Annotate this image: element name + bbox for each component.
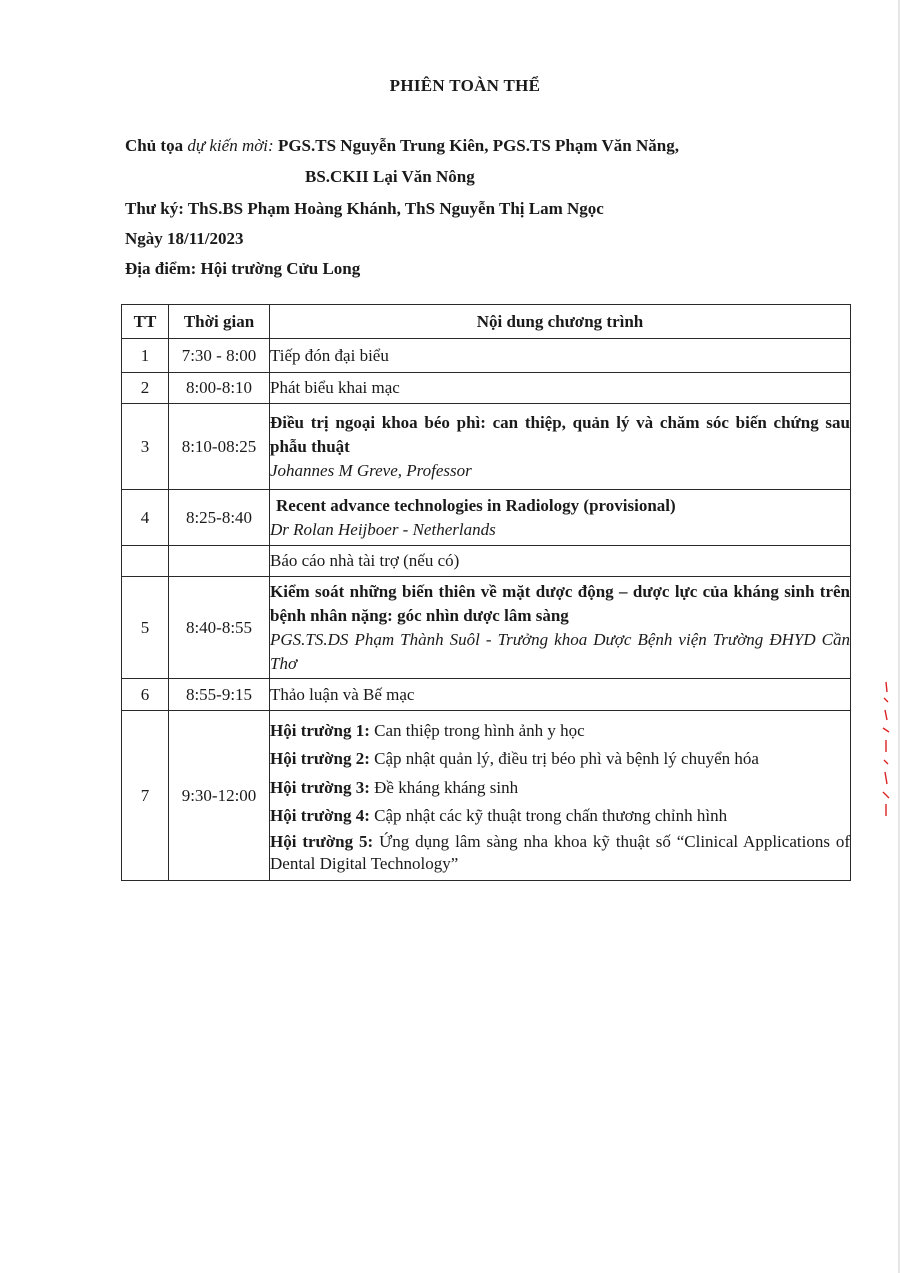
talk-speaker: Johannes M Greve, Professor: [270, 460, 472, 480]
chair-names-line1: PGS.TS Nguyễn Trung Kiên, PGS.TS Phạm Văn Năng,: [277, 136, 679, 155]
hall-item: [270, 802, 850, 831]
hall-label: Hội trường 3:: [270, 777, 370, 797]
row-number: 4: [122, 490, 169, 546]
table-row: [122, 679, 851, 711]
hall-label: Hội trường 4:: [270, 806, 370, 825]
row-number: 2: [122, 373, 169, 404]
row-time: 8:55-9:15: [169, 679, 270, 711]
talk-speaker: PGS.TS.DS Phạm Thành Suôl - Trưởng khoa Dược Bệnh viện Trường ĐHYD Cần Thơ: [270, 629, 850, 673]
row-time: 8:10-08:25: [169, 404, 270, 490]
row-content: Báo cáo nhà tài trợ (nếu có): [270, 546, 851, 577]
hall-item: [270, 745, 850, 774]
talk-topic: Điều trị ngoại khoa béo phì: can thiệp, quản lý và chăm sóc biến chứng sau phẫu thuật: [270, 412, 850, 456]
hall-item: [270, 717, 850, 746]
table-header-row: [122, 305, 851, 339]
row-content: [270, 404, 851, 490]
chair-label: Chủ tọa: [125, 136, 184, 155]
row-time: 9:30-12:00: [169, 711, 270, 881]
row-number: 3: [122, 404, 169, 490]
header-tt: TT: [122, 305, 169, 339]
date-line: Ngày 18/11/2023: [125, 229, 244, 248]
secretary-line: [125, 199, 604, 219]
hall-text: Ứng dụng lâm sàng nha khoa kỹ thuật số “Clinical Applications of Dental Digital Technology”: [270, 831, 850, 873]
table-row: [122, 339, 851, 373]
header-time: Thời gian: [169, 305, 270, 339]
header-content: Nội dung chương trình: [270, 305, 851, 339]
row-time: 7:30 - 8:00: [169, 339, 270, 373]
table-row: [122, 711, 851, 881]
talk-topic: Recent advance technologies in Radiology (provisional): [276, 495, 676, 515]
row-number: 7: [122, 711, 169, 881]
row-time: 8:40-8:55: [169, 577, 270, 679]
row-content: Tiếp đón đại biểu: [270, 339, 851, 373]
row-number: 5: [122, 577, 169, 679]
hall-label: Hội trường 5:: [270, 831, 374, 851]
hall-text: Cập nhật các kỹ thuật trong chấn thương chỉnh hình: [374, 806, 728, 825]
talk-speaker: Dr Rolan Heijboer - Netherlands: [270, 519, 496, 539]
hall-text: Can thiệp trong hình ảnh y học: [374, 720, 585, 740]
hall-label: Hội trường 1:: [270, 720, 370, 740]
secretary-label: Thư ký:: [125, 199, 184, 218]
row-time: 8:00-8:10: [169, 373, 270, 404]
row-content: Phát biểu khai mạc: [270, 373, 851, 404]
hall-label: Hội trường 2:: [270, 749, 370, 768]
row-time: 8:25-8:40: [169, 490, 270, 546]
row-content: [270, 490, 851, 546]
schedule-table: [121, 304, 851, 881]
row-number: [122, 546, 169, 577]
handwritten-mark: [878, 680, 894, 820]
page-title: PHIÊN TOÀN THỂ: [389, 76, 541, 95]
secretary-value: ThS.BS Phạm Hoàng Khánh, ThS Nguyễn Thị Lam Ngọc: [187, 199, 604, 218]
chair-names-line2: BS.CKII Lại Văn Nông: [305, 167, 475, 186]
chair-label-italic: dự kiến mời:: [187, 136, 274, 155]
hall-item: [270, 774, 850, 803]
row-number: 1: [122, 339, 169, 373]
table-row: [122, 490, 851, 546]
chair-line: [125, 136, 679, 156]
row-content: Thảo luận và Bế mạc: [270, 679, 851, 711]
talk-topic: Kiểm soát những biến thiên về mặt dược động – dược lực của kháng sinh trên bệnh nhân nặng: góc nhìn dược lâm sàng: [270, 581, 850, 625]
venue-line: Địa điểm: Hội trường Cửu Long: [125, 259, 361, 278]
hall-text: Đề kháng kháng sinh: [374, 777, 519, 797]
row-content: [270, 711, 851, 881]
hall-item: [270, 831, 850, 875]
table-row: [122, 577, 851, 679]
hall-text: Cập nhật quản lý, điều trị béo phì và bệnh lý chuyển hóa: [374, 749, 759, 768]
table-row: [122, 404, 851, 490]
row-content: [270, 577, 851, 679]
table-row: [122, 546, 851, 577]
row-number: 6: [122, 679, 169, 711]
table-row: [122, 373, 851, 404]
row-time: [169, 546, 270, 577]
